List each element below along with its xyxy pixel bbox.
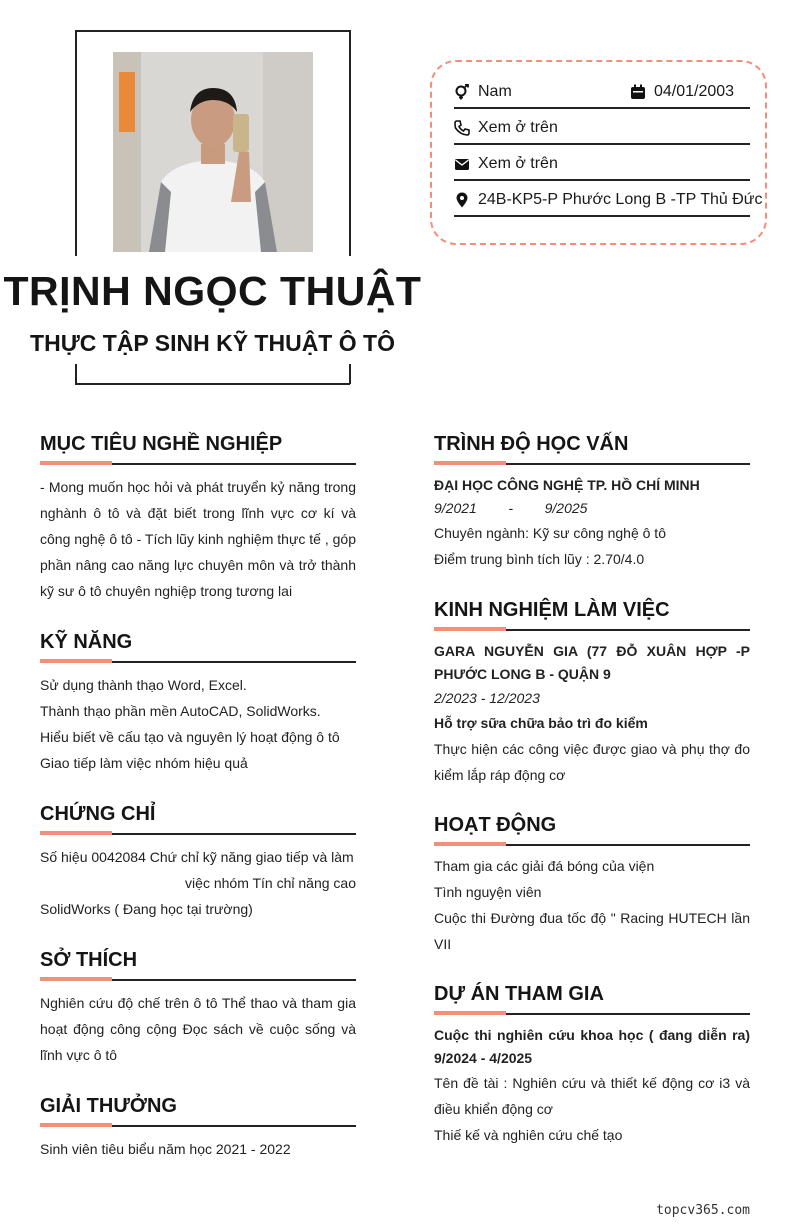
activity-item: Tình nguyện viên xyxy=(434,884,542,900)
contact-row-gender-dob xyxy=(454,81,750,109)
objective-accent xyxy=(40,461,112,465)
activities-accent xyxy=(434,842,506,846)
objective-text: - Mong muốn học hỏi và phát truyển kỷ năng trong nghành ô tô và đặt biết trong lĩnh vực cơ kí và công nghệ ô tô - Tích lũy kinh nghiệm thực tế , góp phần nâng cao năng lực chuyên môn và trở thành kỹ sư ô tô chuyên nghiệp trong tương lai xyxy=(40,479,356,599)
skill-item: Sử dụng thành thạo Word, Excel. xyxy=(40,677,247,693)
frame-corner-right xyxy=(349,364,351,384)
projects-heading: DỰ ÁN THAM GIA xyxy=(434,983,604,1005)
experience-block xyxy=(434,640,750,788)
activities-heading: HOẠT ĐỘNG xyxy=(434,814,557,836)
dob-value: 04/01/2003 xyxy=(654,83,735,100)
hobbies-heading: SỞ THÍCH xyxy=(40,949,138,971)
certificates-accent xyxy=(40,831,112,835)
email-value[interactable]: Xem ở trên xyxy=(478,155,558,172)
contact-row-address xyxy=(454,189,763,217)
company-name: GARA NGUYỄN GIA (77 ĐỖ XUÂN HỢP -P PHƯỚC LONG B - QUẬN 9 xyxy=(434,643,750,682)
contact-row-phone xyxy=(454,117,750,145)
gender-value: Nam xyxy=(478,83,512,100)
awards-text: Sinh viên tiêu biểu năm học 2021 - 2022 xyxy=(40,1141,291,1157)
contact-row-email xyxy=(454,153,750,181)
skill-item: Giao tiếp làm việc nhóm hiệu quả xyxy=(40,755,248,771)
experience-heading: KINH NGHIỆM LÀM VIỆC xyxy=(434,599,670,621)
education-gpa: Điểm trung bình tích lũy : 2.70/4.0 xyxy=(434,551,645,567)
profile-photo xyxy=(113,52,313,252)
phone-icon xyxy=(454,120,470,136)
activities-list xyxy=(434,853,750,957)
calendar-icon xyxy=(630,84,646,100)
certificates-text xyxy=(40,844,356,922)
skills-accent xyxy=(40,659,112,663)
awards-heading: GIẢI THƯỞNG xyxy=(40,1095,177,1117)
education-end: 9/2025 xyxy=(544,500,588,516)
photo-frame-bottom xyxy=(75,383,350,385)
watermark: topcv365.com xyxy=(656,1203,750,1218)
education-start: 9/2021 xyxy=(434,500,477,516)
photo-frame-top xyxy=(75,30,350,32)
job-title: THỰC TẬP SINH KỸ THUẬT Ô TÔ xyxy=(30,330,395,356)
certificates-heading: CHỨNG CHỈ xyxy=(40,803,156,825)
contact-box xyxy=(430,60,767,245)
objective-heading: MỤC TIÊU NGHỀ NGHIỆP xyxy=(40,433,283,455)
experience-period: 2/2023 - 12/2023 xyxy=(434,690,540,706)
experience-role: Hỗ trợ sữa chữa bảo trì đo kiểm xyxy=(434,715,648,731)
projects-accent xyxy=(434,1011,506,1015)
email-icon xyxy=(454,156,470,172)
photo-frame-right xyxy=(349,30,351,256)
education-major: Chuyên ngành: Kỹ sư công nghệ ô tô xyxy=(434,525,666,541)
education-heading: TRÌNH ĐỘ HỌC VẤN xyxy=(434,433,629,455)
period-dash: - xyxy=(508,500,514,516)
project-topic: Tên đề tài : Nghiên cứu và thiết kế động cơ i3 và điều khiển động cơ xyxy=(434,1075,750,1117)
skills-list xyxy=(40,672,356,776)
experience-accent xyxy=(434,627,506,631)
activity-item: Cuộc thi Đường đua tốc độ " Racing HUTECH lần VII xyxy=(434,910,750,952)
hobbies-accent xyxy=(40,977,112,981)
photo-frame-left xyxy=(75,30,77,256)
project-task: Thiế kế và nghiên cứu chế tạo xyxy=(434,1127,623,1143)
frame-corner-left xyxy=(75,364,77,384)
activity-item: Tham gia các giải đá bóng của viện xyxy=(434,858,655,874)
certificate-line: việc nhóm Tín chỉ năng cao xyxy=(185,875,356,891)
education-block xyxy=(434,474,750,572)
address-value: 24B-KP5-P Phước Long B -TP Thủ Đức xyxy=(478,191,763,208)
gender-icon xyxy=(454,84,470,100)
skill-item: Thành thạo phần mền AutoCAD, SolidWorks. xyxy=(40,703,321,719)
skills-heading: KỸ NĂNG xyxy=(40,631,133,653)
education-accent xyxy=(434,461,506,465)
hobbies-text: Nghiên cứu độ chế trên ô tô Thể thao và tham gia hoạt động công cộng Đọc sách về cuộc sống và lĩnh vực ô tô xyxy=(40,995,356,1063)
project-title: Cuộc thi nghiên cứu khoa học ( đang diễn ra) 9/2024 - 4/2025 xyxy=(434,1027,750,1066)
candidate-name: TRỊNH NGỌC THUẬT xyxy=(3,268,422,314)
location-pin-icon xyxy=(454,192,470,208)
skill-item: Hiểu biết về cấu tạo và nguyên lý hoạt động ô tô xyxy=(40,729,340,745)
projects-block xyxy=(434,1024,750,1148)
certificate-line: Số hiệu 0042084 Chứ chỉ kỹ năng giao tiếp và làm xyxy=(40,849,354,865)
experience-desc: Thực hiện các công việc được giao và phụ thợ đo kiểm lắp ráp động cơ xyxy=(434,741,750,783)
education-period xyxy=(434,496,750,520)
school-name: ĐẠI HỌC CÔNG NGHỆ TP. HỒ CHÍ MINH xyxy=(434,477,700,493)
certificate-line: SolidWorks ( Đang học tại trường) xyxy=(40,901,253,917)
phone-value[interactable]: Xem ở trên xyxy=(478,119,558,136)
awards-accent xyxy=(40,1123,112,1127)
